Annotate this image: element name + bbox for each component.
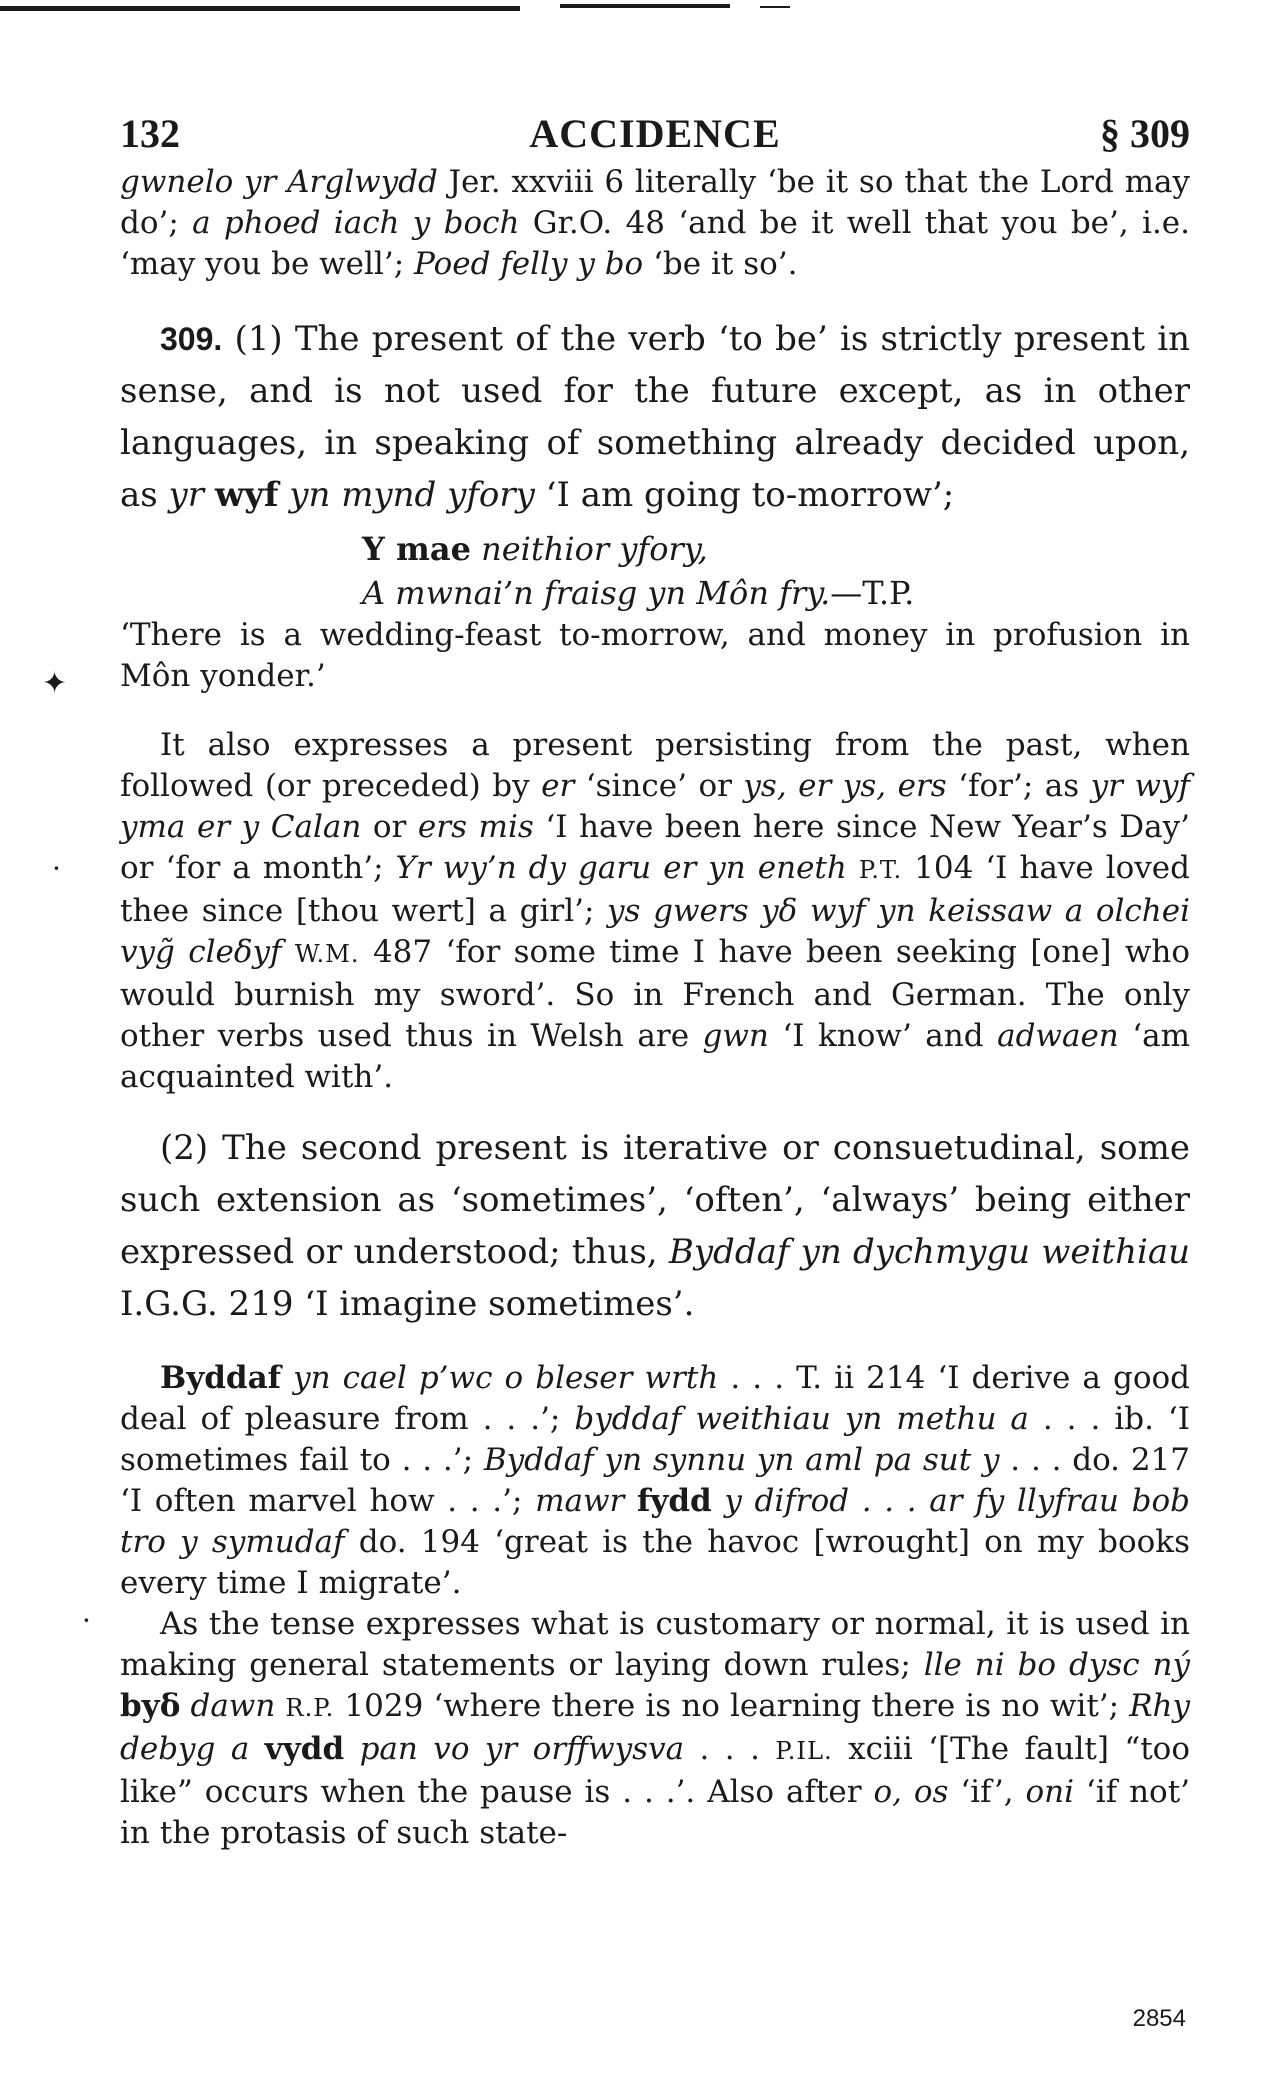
- text-run: W.M.: [294, 940, 360, 968]
- text-run: . . . T. ii 214 ‘I derive a good deal of pleasure from . . .’;: [120, 1360, 1190, 1437]
- text-run: byddaf weithiau yn methu a: [574, 1401, 1029, 1437]
- text-run: 487 ‘for some time I have been seeking [one] who would burnish my sword’. So in French and German. The only other verbs used thus in Welsh are: [120, 934, 1191, 1054]
- text-run: P.T.: [858, 856, 903, 884]
- text-run: Rhy debyg a: [120, 1688, 1191, 1767]
- text-run: y difrod . . . ar fy llyfrau bob tro y symudaf: [120, 1483, 1191, 1560]
- text-run: Yr wy’n dy garu er yn eneth: [395, 850, 847, 886]
- text-run: Y mae: [362, 530, 471, 568]
- text-run: ‘since’ or: [574, 768, 744, 804]
- text-run: [281, 1360, 293, 1396]
- paragraph-309-2: [120, 1122, 1190, 1330]
- text-run: [471, 530, 481, 568]
- page-content: [120, 100, 1190, 1854]
- text-run: [204, 475, 215, 515]
- page-number: 132: [120, 111, 180, 156]
- text-run: xciii ‘[The fault] “too like” occurs when the pause is . . .’. Also after: [120, 1731, 1190, 1810]
- page-title: ACCIDENCE: [529, 111, 781, 156]
- scan-edge-line: [0, 6, 520, 11]
- text-run: Byddaf yn dychmygu weithiau: [668, 1232, 1191, 1272]
- text-run: gwn: [702, 1018, 769, 1054]
- text-run: [624, 1483, 637, 1519]
- text-run: It also expresses a present persisting from the past, when followed (or preceded) by: [120, 727, 1190, 804]
- text-run: 309.: [160, 321, 223, 357]
- text-run: ‘I am going to-morrow’;: [534, 475, 955, 515]
- text-run: dawn: [190, 1688, 276, 1724]
- verse-line-2: [120, 571, 1190, 615]
- text-run: [180, 1688, 190, 1724]
- text-run: lle ni bo dysc ný: [923, 1647, 1190, 1683]
- verse-line-1: [120, 527, 1190, 571]
- text-run: [344, 1731, 359, 1767]
- text-run: (1) The present of the verb ‘to be’ is strictly present in sense, and is not used for the future except, as in other languages, in speaking of something already decided upon, as: [120, 319, 1190, 515]
- text-run: ‘if’,: [948, 1774, 1026, 1810]
- text-run: R.P.: [285, 1694, 335, 1722]
- text-run: do. 194 ‘great is the havoc [wrought] on my books every time I migrate’.: [120, 1524, 1190, 1601]
- paragraph-continuation: [120, 162, 1190, 285]
- text-run: Gr.O. 48 ‘and be it well that you be’, i.e. ‘may you be well’;: [120, 205, 1190, 282]
- text-run: . . . do. 217 ‘I often marvel how . . .’;: [120, 1442, 1190, 1519]
- text-run: ‘am acquainted with’.: [120, 1018, 1190, 1095]
- text-run: . . . ib. ‘I sometimes fail to . . .’;: [120, 1401, 1191, 1478]
- running-header: [120, 100, 1190, 160]
- text-run: adwaen: [997, 1018, 1119, 1054]
- text-run: I.G.G. 219 ‘I imagine sometimes’.: [120, 1284, 695, 1324]
- text-run: pan vo yr orffwysva: [359, 1731, 685, 1767]
- text-run: wyf: [214, 475, 279, 515]
- text-run: Poed felly y bo: [414, 246, 644, 282]
- text-run: Byddaf: [160, 1360, 281, 1396]
- text-run: As the tense expresses what is customary or normal, it is used in making general statements or laying down rules;: [120, 1606, 1190, 1683]
- margin-dot: ·: [82, 1604, 91, 1637]
- text-run: ys, er ys, ers: [743, 768, 947, 804]
- text-run: or: [361, 809, 418, 845]
- text-run: ‘I have been here since New Year’s Day’ or ‘for a month’;: [120, 809, 1190, 886]
- text-run: ers mis: [417, 809, 534, 845]
- text-run: yn cael p’wc o bleser wrth: [293, 1360, 719, 1396]
- text-run: 104 ‘I have loved thee since [thou wert] a girl’;: [120, 850, 1190, 929]
- text-run: vydd: [264, 1731, 345, 1767]
- text-run: yn mynd yfory: [289, 475, 535, 515]
- section-number: § 309: [1100, 111, 1190, 156]
- text-run: neithior yfory,: [481, 530, 708, 568]
- text-run: [275, 1688, 285, 1724]
- text-run: ‘be it so’.: [643, 246, 798, 282]
- verse-translation: ‘There is a wedding-feast to-morrow, and money in profusion in Môn yonder.’: [120, 617, 1190, 694]
- text-run: [249, 1731, 264, 1767]
- text-run: —T.P.: [830, 574, 915, 612]
- text-run: byδ: [120, 1688, 181, 1724]
- text-run: yr: [168, 475, 204, 515]
- text-run: o, os: [873, 1774, 949, 1810]
- paragraph-general-statements: [120, 1604, 1190, 1854]
- scan-edge-line: [760, 6, 790, 8]
- text-run: [847, 850, 859, 886]
- paragraph-byddaf-examples: [120, 1358, 1190, 1604]
- text-run: a phoed iach y boch: [192, 205, 520, 241]
- text-run: [282, 934, 295, 970]
- scan-id: 2854: [1132, 2005, 1186, 2032]
- text-run: Jer. xxviii 6 literally ‘be it so that the Lord may do’;: [120, 164, 1190, 241]
- margin-mark-icon: ✦: [42, 666, 68, 701]
- text-run: er: [541, 768, 575, 804]
- text-run: P.IL.: [775, 1737, 833, 1765]
- text-run: oni: [1025, 1774, 1075, 1810]
- text-run: [712, 1483, 725, 1519]
- verse-quotation: [120, 527, 1190, 615]
- text-run: yr wyf yma er y Calan: [120, 768, 1190, 845]
- text-run: ys gwers yδ wyf yn keissaw a olchei vyg̃ cleδyf: [120, 893, 1191, 970]
- scan-edge-line: [560, 4, 730, 8]
- paragraph-309-1: [120, 313, 1190, 521]
- text-run: Byddaf yn synnu yn aml pa sut y: [483, 1442, 1000, 1478]
- text-run: fydd: [637, 1483, 712, 1519]
- margin-dot: ·: [52, 852, 61, 885]
- text-run: ‘if not’ in the protasis of such state-: [120, 1774, 1191, 1851]
- text-run: (2) The second present is iterative or consuetudinal, some such extension as ‘sometimes’, ‘often’, ‘always’ being either expressed or understood; thus,: [120, 1128, 1190, 1272]
- text-run: [278, 475, 289, 515]
- text-run: . . .: [684, 1731, 776, 1767]
- text-run: gwnelo yr Arglwydd: [120, 164, 438, 200]
- text-run: ‘I know’ and: [768, 1018, 998, 1054]
- text-run: A mwnai’n fraisg yn Môn fry.: [362, 574, 831, 612]
- text-run: ‘for’; as: [946, 768, 1091, 804]
- paragraph-present-persisting: [120, 725, 1190, 1098]
- text-run: mawr: [535, 1483, 625, 1519]
- text-run: 1029 ‘where there is no learning there is no wit’;: [334, 1688, 1130, 1724]
